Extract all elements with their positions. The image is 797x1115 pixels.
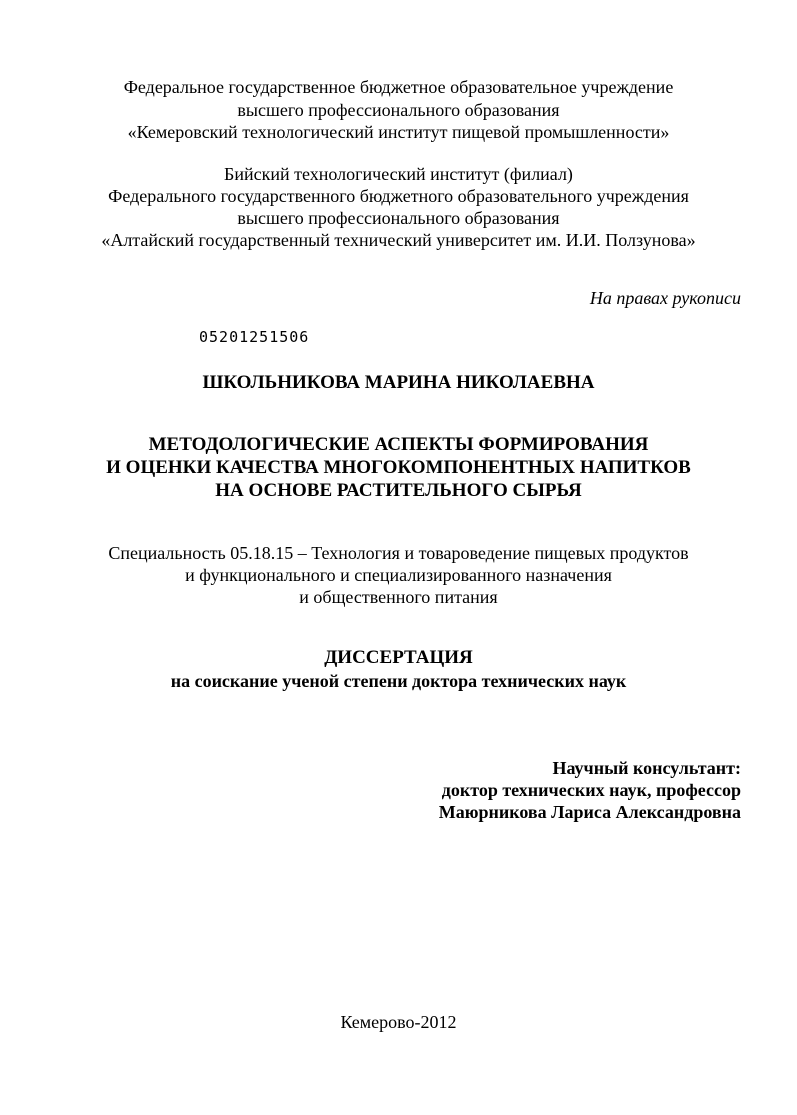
institution-2-line-3: высшего профессионального образования — [237, 208, 560, 228]
specialty-line-2: и функционального и специализированного назначения — [185, 565, 612, 585]
institution-1-line-3: «Кемеровский технологический институт пищевой промышленности» — [127, 122, 670, 142]
registration-number: 05201251506 — [199, 328, 310, 346]
institution-1-line-1: Федеральное государственное бюджетное образовательное учреждение — [123, 77, 674, 97]
title-line-1: МЕТОДОЛОГИЧЕСКИЕ АСПЕКТЫ ФОРМИРОВАНИЯ — [148, 434, 649, 455]
title-line-2: И ОЦЕНКИ КАЧЕСТВА МНОГОКОМПОНЕНТНЫХ НАПИТКОВ — [106, 457, 691, 478]
institution-1-line-2: высшего профессионального образования — [237, 100, 560, 120]
specialty-line-1: Специальность 05.18.15 – Технология и товароведение пищевых продуктов — [108, 543, 689, 563]
document-type: ДИССЕРТАЦИЯ — [324, 647, 473, 668]
specialty-line-3: и общественного питания — [299, 587, 498, 607]
consultant-position: доктор технических наук, профессор — [441, 780, 741, 800]
consultant-label: Научный консультант: — [552, 758, 741, 778]
author-name: ШКОЛЬНИКОВА МАРИНА НИКОЛАЕВНА — [202, 372, 595, 393]
manuscript-note: На правах рукописи — [589, 288, 741, 308]
consultant-name: Маюрникова Лариса Александровна — [438, 802, 741, 822]
institution-2-line-1: Бийский технологический институт (филиал) — [224, 164, 573, 184]
institution-2-line-2: Федерального государственного бюджетного образовательного учреждения — [108, 186, 689, 206]
degree: на соискание ученой степени доктора технических наук — [170, 671, 627, 691]
institution-2-line-4: «Алтайский государственный технический университет им. И.И. Ползунова» — [101, 230, 696, 250]
city-year: Кемерово-2012 — [340, 1012, 457, 1032]
title-line-3: НА ОСНОВЕ РАСТИТЕЛЬНОГО СЫРЬЯ — [215, 480, 582, 501]
